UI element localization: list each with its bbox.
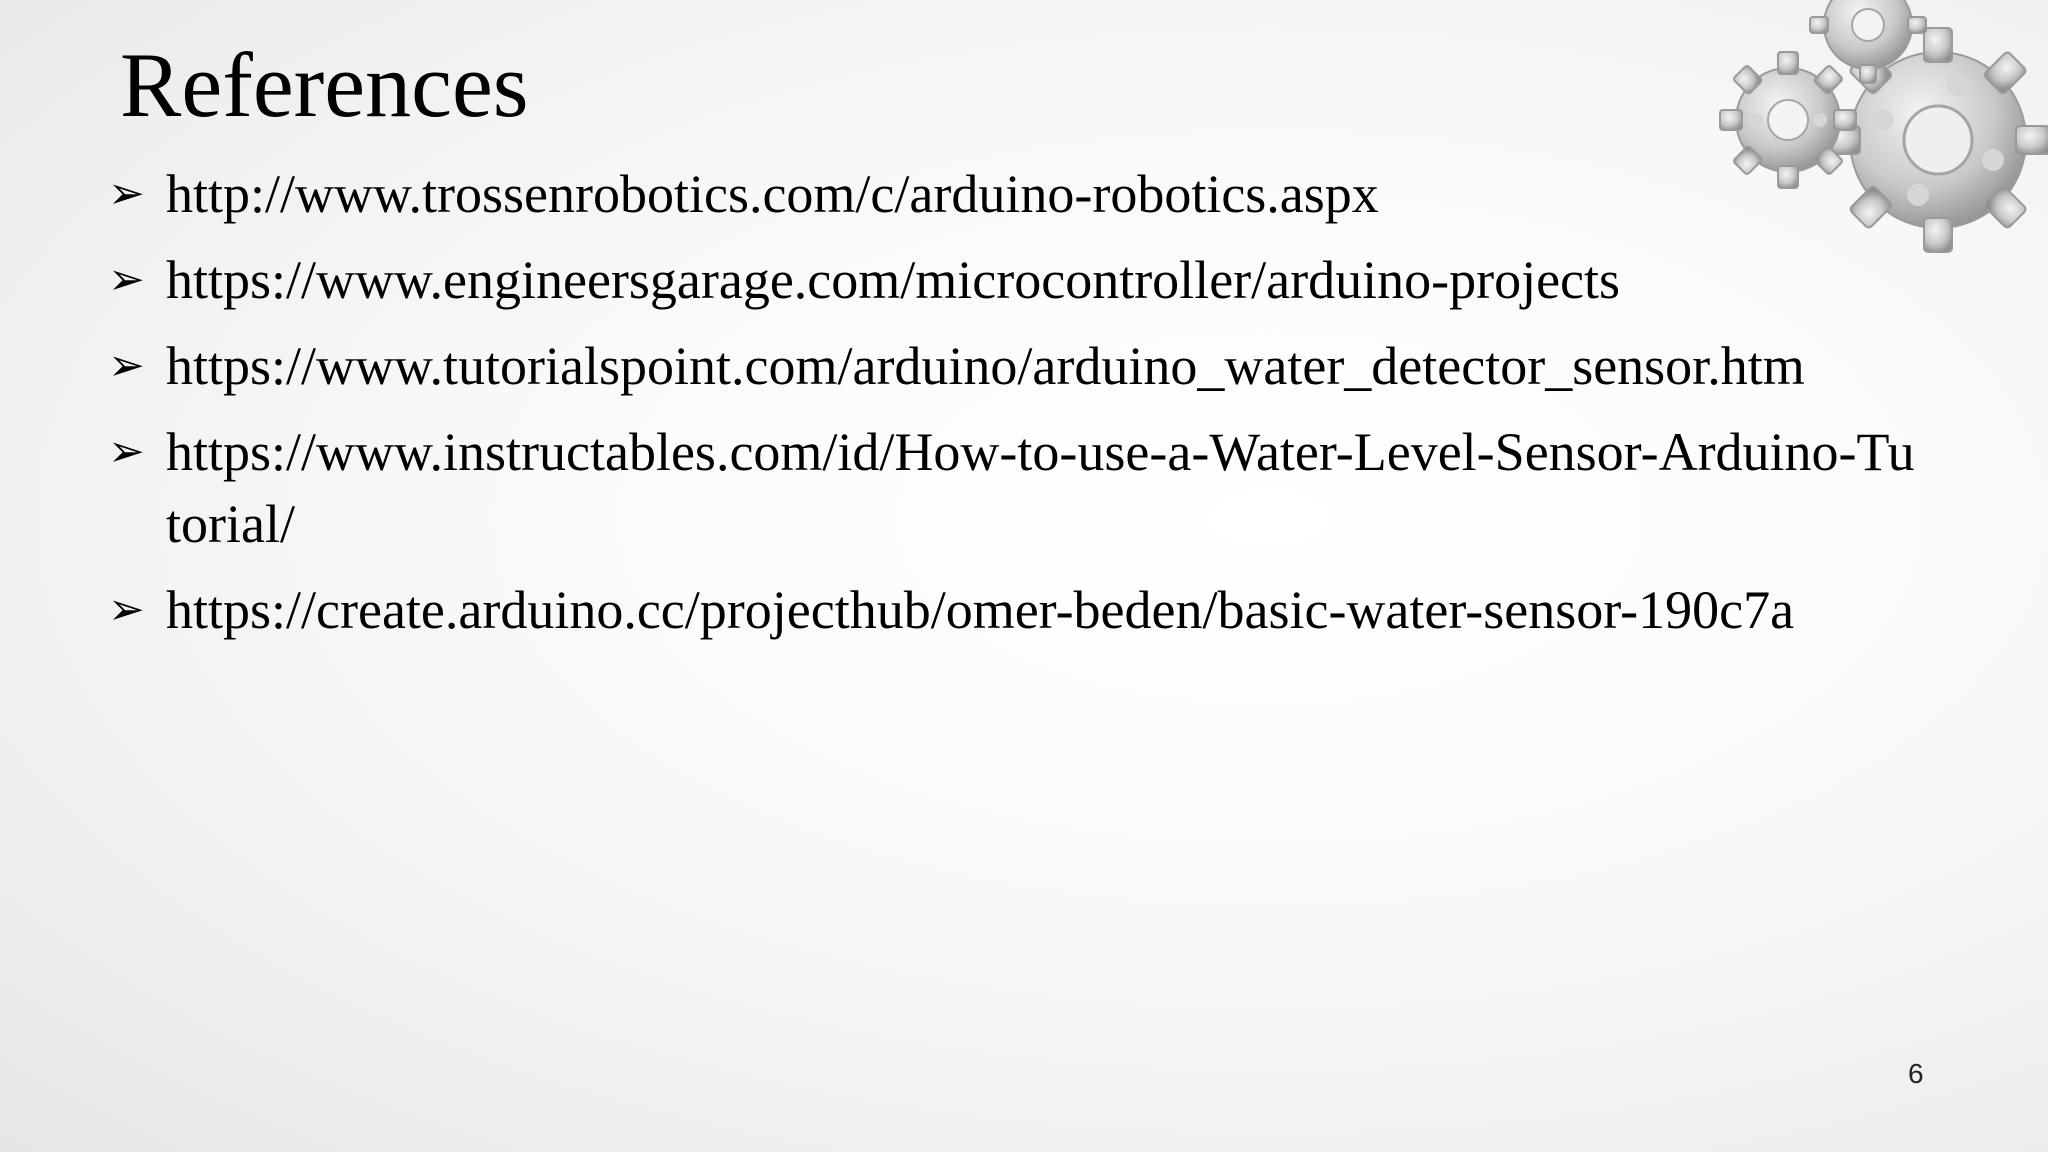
list-item [108,330,1948,402]
references-list [108,158,1948,660]
arrow-bullet-icon: ➢ [108,254,145,305]
arrow-bullet-icon: ➢ [108,340,145,391]
reference-link[interactable]: https://create.arduino.cc/projecthub/omer-beden/basic-water-sensor-190c7a [166,580,1795,640]
reference-link[interactable]: http://www.trossenrobotics.com/c/arduino-robotics.aspx [166,164,1379,224]
list-item [108,244,1948,316]
list-item [108,158,1948,230]
arrow-bullet-icon: ➢ [108,426,145,477]
list-item [108,574,1948,646]
list-item [108,416,1948,560]
page-number: 6 [1908,1058,1924,1089]
reference-link[interactable]: https://www.tutorialspoint.com/arduino/arduino_water_detector_sensor.htm [166,336,1805,396]
reference-link[interactable]: https://www.engineersgarage.com/microcontroller/arduino-projects [166,250,1621,310]
arrow-bullet-icon: ➢ [108,584,145,635]
arrow-bullet-icon: ➢ [108,168,145,219]
slide-title: References [120,34,529,136]
reference-link[interactable]: https://www.instructables.com/id/How-to-use-a-Water-Level-Sensor-Arduino-Tutorial/ [166,422,1915,554]
